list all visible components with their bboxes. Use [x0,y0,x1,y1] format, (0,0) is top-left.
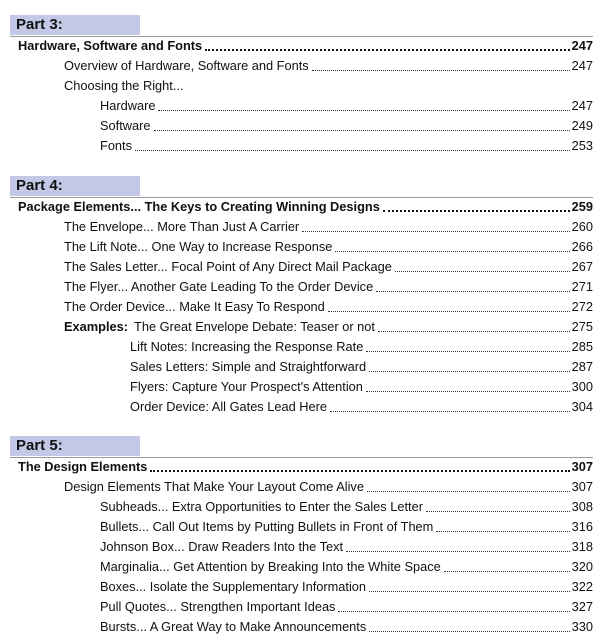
toc-entry-part-3-heading[interactable]: Hardware, Software and Fonts 247 [18,36,593,56]
page-number: 271 [571,279,593,294]
dot-leader [366,351,569,352]
toc-entry-order-device[interactable]: The Order Device... Make It Easy To Respond 272 [64,297,593,317]
toc-entry-example-sales-letters[interactable]: Sales Letters: Simple and Straightforward 287 [130,357,593,377]
page-number: 266 [571,239,593,254]
toc-entry-lift-note[interactable]: The Lift Note... One Way to Increase Response 266 [64,237,593,257]
dot-leader [135,150,570,151]
page-number: 287 [571,359,593,374]
dot-leader [302,231,569,232]
dot-leader [436,531,569,532]
toc-entry-example-order-device[interactable]: Order Device: All Gates Lead Here 304 [130,397,593,417]
page-number: 247 [571,58,593,73]
page-number: 320 [571,559,593,574]
toc-entry-marginalia[interactable]: Marginalia... Get Attention by Breaking Into the White Space 320 [100,557,593,577]
toc-entry-example-envelope-debate[interactable]: Examples: The Great Envelope Debate: Teaser or not 275 [64,317,593,337]
part-5-header [10,436,140,456]
toc-entry-johnson-box[interactable]: Johnson Box... Draw Readers Into the Text 318 [100,537,593,557]
part-4-title: Part 4: [16,177,63,194]
page-number: 259 [571,199,593,214]
page-number: 275 [571,319,593,334]
toc-entry-design-intro[interactable]: Design Elements That Make Your Layout Come Alive 307 [64,477,593,497]
toc-entry-software[interactable]: Software 249 [100,116,593,136]
page-number: 300 [571,379,593,394]
dot-leader [328,311,570,312]
page-number: 316 [571,519,593,534]
page-number: 304 [571,399,593,414]
dot-leader [426,511,570,512]
toc-entry-part-4-heading[interactable]: Package Elements... The Keys to Creating Winning Designs 259 [18,197,593,217]
page-number: 318 [571,539,593,554]
page-number: 272 [571,299,593,314]
toc-entry-bursts[interactable]: Bursts... A Great Way to Make Announcements 330 [100,617,593,637]
dot-leader [205,49,569,51]
toc-entry-example-flyers[interactable]: Flyers: Capture Your Prospect's Attention 300 [130,377,593,397]
dot-leader [312,70,570,71]
page-number: 308 [571,499,593,514]
dot-leader [330,411,570,412]
toc-entry-fonts[interactable]: Fonts 253 [100,136,593,156]
part-3-header [10,15,140,35]
dot-leader [369,631,569,632]
toc-entry-overview[interactable]: Overview of Hardware, Software and Fonts 247 [64,56,593,76]
toc-entry-boxes[interactable]: Boxes... Isolate the Supplementary Information 322 [100,577,593,597]
dot-leader [158,110,569,111]
page-number: 327 [571,599,593,614]
page-number: 267 [571,259,593,274]
toc-entry-sales-letter[interactable]: The Sales Letter... Focal Point of Any Direct Mail Package 267 [64,257,593,277]
dot-leader [444,571,570,572]
page-number: 322 [571,579,593,594]
page-number: 247 [571,98,593,113]
page-number: 285 [571,339,593,354]
toc-entry-hardware[interactable]: Hardware 247 [100,96,593,116]
examples-label: Examples: [64,319,129,334]
page-number: 260 [571,219,593,234]
dot-leader [338,611,569,612]
dot-leader [383,210,570,212]
toc-entry-part-5-heading[interactable]: The Design Elements 307 [18,457,593,477]
part-5-title: Part 5: [16,437,63,454]
dot-leader [154,130,570,131]
toc-entry-bullets[interactable]: Bullets... Call Out Items by Putting Bullets in Front of Them 316 [100,517,593,537]
dot-leader [376,291,569,292]
page-number: 330 [571,619,593,634]
toc-entry-envelope[interactable]: The Envelope... More Than Just A Carrier 260 [64,217,593,237]
toc-entry-example-lift-notes[interactable]: Lift Notes: Increasing the Response Rate 285 [130,337,593,357]
dot-leader [335,251,569,252]
dot-leader [369,591,570,592]
dot-leader [346,551,570,552]
toc-entry-pull-quotes[interactable]: Pull Quotes... Strengthen Important Ideas 327 [100,597,593,617]
dot-leader [369,371,569,372]
dot-leader [367,491,570,492]
dot-leader [395,271,570,272]
page-number: 307 [571,459,593,474]
toc-entry-flyer[interactable]: The Flyer... Another Gate Leading To the Order Device 271 [64,277,593,297]
page-number: 247 [571,38,593,53]
toc-entry-subheads[interactable]: Subheads... Extra Opportunities to Enter the Sales Letter 308 [100,497,593,517]
dot-leader [150,470,569,472]
part-3-title: Part 3: [16,16,63,33]
part-4-header [10,176,140,196]
toc-subheading-choosing: Choosing the Right... [64,78,184,93]
dot-leader [366,391,570,392]
page-number: 249 [571,118,593,133]
dot-leader [378,331,570,332]
page-number: 253 [571,138,593,153]
page-number: 307 [571,479,593,494]
